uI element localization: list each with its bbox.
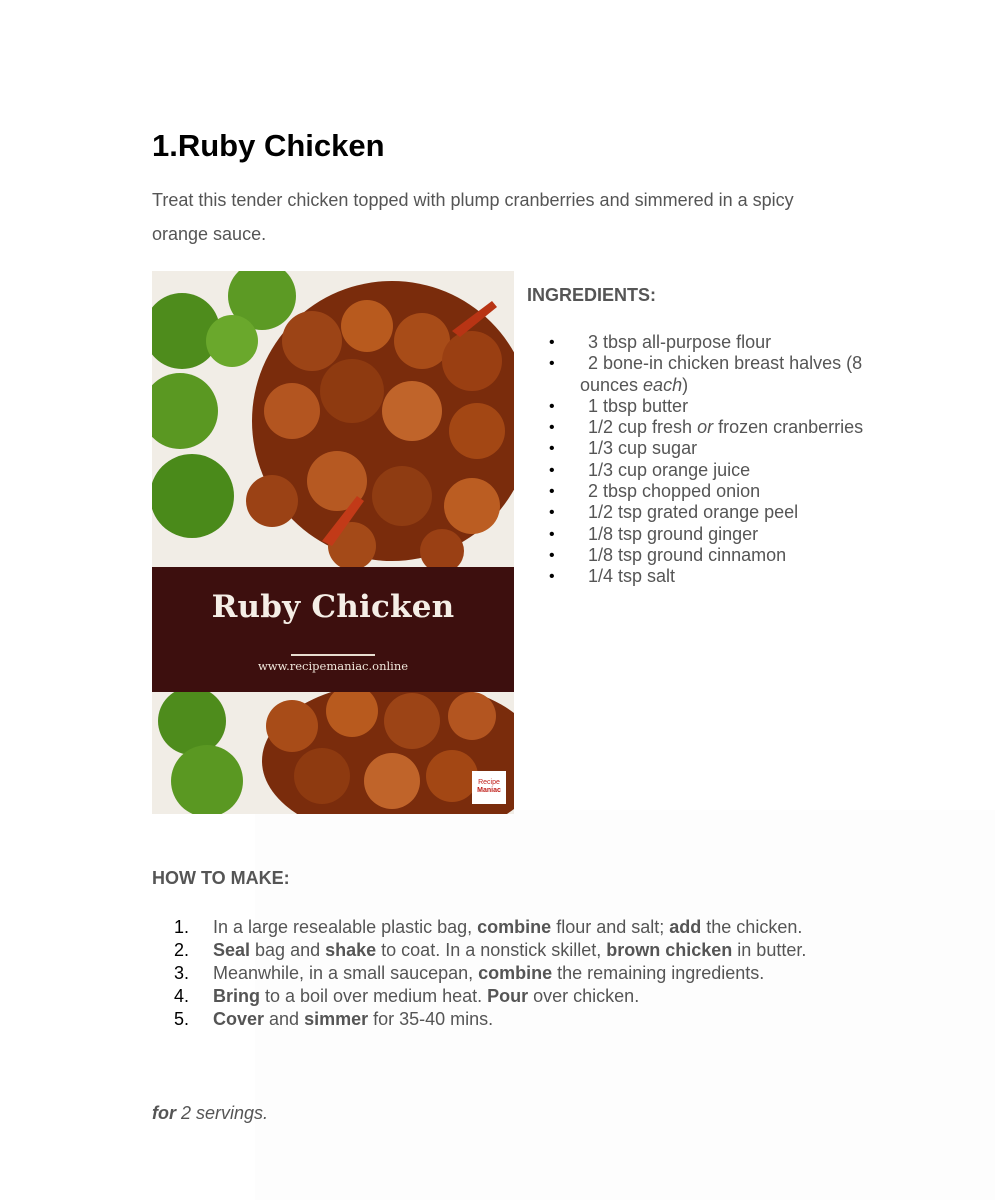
ingredient-text: 1/8 tsp ground ginger	[588, 523, 759, 544]
ingredient-text: 1/2 cup fresh	[588, 417, 698, 438]
step-text: the remaining ingredients.	[552, 963, 765, 983]
recipe-title: 1.Ruby Chicken	[152, 128, 385, 163]
ingredient-text-tail: )	[682, 374, 689, 395]
step-text: bag and	[250, 940, 326, 960]
ingredient-text: 2 tbsp chopped onion	[588, 481, 761, 502]
servings-rest: 2 servings.	[176, 1103, 269, 1123]
logo-line2: Maniac	[477, 787, 501, 794]
step-text: the chicken.	[701, 917, 803, 937]
step-text: Meanwhile, in a small saucepan,	[213, 963, 479, 983]
ingredient-item	[580, 502, 920, 523]
recipe-maniac-logo	[472, 771, 506, 804]
step-number: 4.	[174, 986, 190, 1006]
ingredient-text: 1/2 tsp grated orange peel	[588, 502, 799, 523]
step-number: 5.	[174, 1009, 190, 1029]
ingredient-emphasis: or	[697, 417, 714, 438]
ingredient-item	[580, 481, 920, 502]
ingredient-text: 2 bone-in chicken breast halves (8 ounces	[580, 353, 863, 395]
step-number: 2.	[174, 940, 190, 960]
ingredient-item	[580, 353, 920, 396]
step-keyword: brown chicken	[606, 940, 733, 960]
step-item	[152, 962, 872, 985]
image-banner	[152, 567, 514, 692]
servings-note	[152, 1103, 268, 1124]
ingredient-text: 1/4 tsp salt	[588, 566, 676, 587]
ingredient-item	[580, 545, 920, 566]
step-keyword: simmer	[304, 1009, 369, 1029]
steps-list	[152, 916, 872, 1031]
ingredient-item	[580, 417, 920, 438]
ingredients-heading: INGREDIENTS:	[527, 285, 657, 305]
step-text: flour and salt;	[551, 917, 670, 937]
ingredient-item	[580, 460, 920, 481]
step-item	[152, 916, 872, 939]
step-number: 1.	[174, 917, 190, 937]
ingredient-text: 3 tbsp all-purpose flour	[588, 332, 772, 352]
step-item	[152, 1008, 872, 1031]
step-keyword: Pour	[487, 986, 529, 1006]
ingredient-text: 1/3 cup orange juice	[588, 459, 751, 480]
step-item	[152, 985, 872, 1008]
ingredients-list	[527, 332, 920, 588]
step-keyword: combine	[477, 917, 552, 937]
step-keyword: Bring	[213, 986, 260, 1006]
ingredient-text: 1 tbsp butter	[588, 395, 689, 416]
recipe-image	[152, 271, 514, 814]
ingredient-item	[580, 438, 920, 459]
ingredient-item	[580, 332, 920, 353]
step-keyword: Cover	[213, 1009, 265, 1029]
ingredient-text-tail: frozen cranberries	[713, 417, 864, 438]
step-keyword: Seal	[213, 940, 251, 960]
step-keyword: add	[669, 917, 702, 937]
ingredient-emphasis: each	[643, 374, 683, 395]
ingredient-text: 1/8 tsp ground cinnamon	[588, 544, 787, 565]
ingredient-item	[580, 566, 920, 587]
ingredient-item	[580, 524, 920, 545]
step-text: and	[264, 1009, 305, 1029]
banner-url: www.recipemaniac.online	[257, 659, 409, 673]
step-keyword: combine	[478, 963, 553, 983]
step-keyword: shake	[325, 940, 377, 960]
banner-divider	[291, 654, 375, 656]
step-text: in butter.	[732, 940, 807, 960]
logo-line1: Recipe	[478, 779, 500, 786]
step-number: 3.	[174, 963, 190, 983]
ingredient-item	[580, 396, 920, 417]
recipe-intro: Treat this tender chicken topped with plump cranberries and simmered in a spicy orange sauce.	[152, 190, 794, 244]
step-text: to a boil over medium heat.	[260, 986, 488, 1006]
step-item	[152, 939, 872, 962]
servings-bold: for	[152, 1103, 176, 1123]
step-text: to coat. In a nonstick skillet,	[376, 940, 607, 960]
how-to-heading: HOW TO MAKE:	[152, 868, 290, 888]
step-text: over chicken.	[528, 986, 640, 1006]
food-photo-illustration	[152, 271, 514, 814]
step-text: In a large resealable plastic bag,	[213, 917, 478, 937]
ingredient-text: 1/3 cup sugar	[588, 438, 698, 459]
step-text: for 35-40 mins.	[368, 1009, 494, 1029]
banner-title: Ruby Chicken	[211, 589, 455, 625]
